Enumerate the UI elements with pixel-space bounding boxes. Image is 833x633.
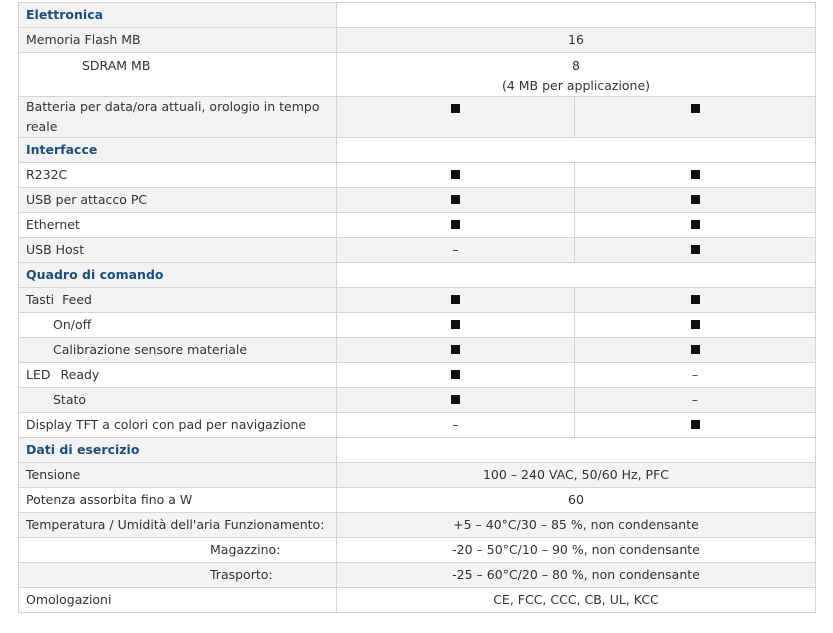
section-blank-cell [337,3,816,28]
row-label [19,338,337,363]
row-display [19,413,816,438]
row-onoff [19,313,816,338]
dash-mark: – [691,367,699,382]
value-a [337,338,575,363]
row-r232c [19,163,816,188]
row-value: +5 – 40°C/30 – 85 %, non condensante [337,513,816,538]
value-b [575,188,816,213]
value-b [575,238,816,263]
spec-table [18,2,816,613]
section-title-elettronica: Elettronica [19,3,337,28]
filled-square-icon [691,345,700,354]
value-b [575,338,816,363]
row-value: CE, FCC, CCC, CB, UL, KCC [337,588,816,613]
row-value-note: (4 MB per applicazione) [501,78,651,93]
section-row-dati [19,438,816,463]
value-a [337,363,575,388]
filled-square-icon [691,245,700,254]
row-label-text: Stato [53,392,87,407]
row-label: Display TFT a colori con pad per navigazione [19,413,337,438]
row-trasporto [19,563,816,588]
section-title-quadro: Quadro di comando [19,263,337,288]
filled-square-icon [691,195,700,204]
row-label [19,388,337,413]
value-a [337,213,575,238]
filled-square-icon [451,320,460,329]
value-b [575,388,816,413]
row-stato [19,388,816,413]
row-label: Temperatura / Umidità dell'aria Funzionamento: [19,513,337,538]
row-value: -25 – 60°C/20 – 80 %, non condensante [337,563,816,588]
section-blank-cell [337,438,816,463]
filled-square-icon [451,104,460,113]
filled-square-icon [691,295,700,304]
value-b [575,97,816,138]
value-a [337,163,575,188]
row-label [19,538,337,563]
filled-square-icon [691,220,700,229]
dash-mark: – [691,392,699,407]
row-label-text: LED [26,367,51,382]
row-batteria [19,97,816,138]
filled-square-icon [691,420,700,429]
row-sublabel-text: Feed [62,292,92,307]
row-sdram [19,53,816,97]
filled-square-icon [691,170,700,179]
value-b [575,288,816,313]
value-a [337,413,575,438]
row-label: Batteria per data/ora attuali, orologio in tempo reale [19,97,337,138]
row-value: 100 – 240 VAC, 50/60 Hz, PFC [337,463,816,488]
row-tensione [19,463,816,488]
row-label: USB Host [19,238,337,263]
row-value: 60 [337,488,816,513]
row-label: Memoria Flash MB [19,28,337,53]
value-a [337,238,575,263]
value-b [575,313,816,338]
section-title-dati: Dati di esercizio [19,438,337,463]
row-memoria-flash [19,28,816,53]
row-label-text: Tasti [26,292,55,307]
filled-square-icon [451,220,460,229]
row-label-text: Trasporto: [210,567,273,582]
row-label [19,53,337,97]
section-title-interfacce: Interfacce [19,138,337,163]
row-label [19,288,337,313]
row-label: Omologazioni [19,588,337,613]
row-omologazioni [19,588,816,613]
row-label: Tensione [19,463,337,488]
section-row-quadro [19,263,816,288]
row-value: 16 [337,28,816,53]
row-magazzino [19,538,816,563]
row-led-ready [19,363,816,388]
value-a [337,97,575,138]
row-label: R232C [19,163,337,188]
dash-mark: – [452,242,459,257]
filled-square-icon [691,104,700,113]
row-usb-host [19,238,816,263]
row-label-text: On/off [53,317,92,332]
filled-square-icon [691,320,700,329]
row-label-text: SDRAM MB [82,58,151,73]
filled-square-icon [451,170,460,179]
row-value [337,53,816,97]
value-a [337,313,575,338]
value-a [337,388,575,413]
row-value: -20 – 50°C/10 – 90 %, non condensante [337,538,816,563]
row-label [19,563,337,588]
row-tasti-feed [19,288,816,313]
section-blank-cell [337,263,816,288]
row-label-text: Calibrazione sensore materiale [53,342,248,357]
value-b [575,163,816,188]
row-label-text: Magazzino: [210,542,281,557]
filled-square-icon [451,295,460,304]
row-value-main: 8 [572,58,580,73]
row-ethernet [19,213,816,238]
dash-mark: – [452,417,459,432]
value-b [575,413,816,438]
section-row-elettronica [19,3,816,28]
row-usb-pc [19,188,816,213]
value-b [575,363,816,388]
row-temperatura [19,513,816,538]
value-a [337,288,575,313]
filled-square-icon [451,370,460,379]
row-potenza [19,488,816,513]
filled-square-icon [451,195,460,204]
row-label: USB per attacco PC [19,188,337,213]
filled-square-icon [451,395,460,404]
row-label: Ethernet [19,213,337,238]
value-b [575,213,816,238]
section-blank-cell [337,138,816,163]
row-sublabel-text: Ready [60,367,100,382]
row-calibrazione [19,338,816,363]
filled-square-icon [451,345,460,354]
value-a [337,188,575,213]
row-label [19,313,337,338]
row-label: Potenza assorbita fino a W [19,488,337,513]
section-row-interfacce [19,138,816,163]
row-label [19,363,337,388]
